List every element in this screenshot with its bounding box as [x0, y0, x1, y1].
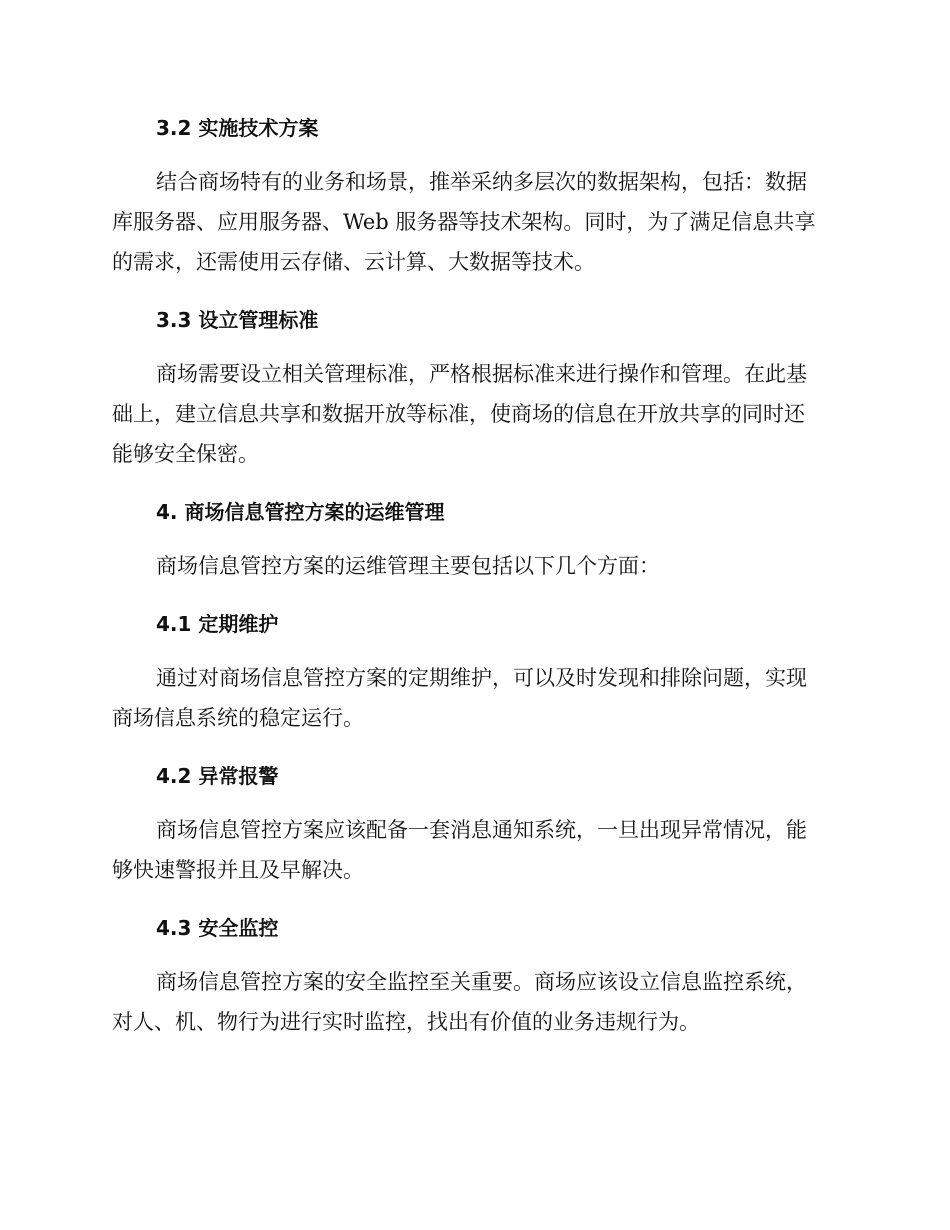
- section-heading-4: 4. 商场信息管控方案的运维管理: [156, 500, 445, 524]
- paragraph-line: 对人、机、物行为进行实时监控，找出有价值的业务违规行为。: [112, 1010, 700, 1034]
- paragraph-line: 的需求，还需使用云存储、云计算、大数据等技术。: [112, 250, 595, 274]
- section-heading-4-2: 4.2 异常报警: [156, 764, 279, 788]
- section-heading-4-1: 4.1 定期维护: [156, 612, 279, 636]
- paragraph-line: 商场信息管控方案应该配备一套消息通知系统，一旦出现异常情况，能: [156, 818, 807, 842]
- paragraph-line: 库服务器、应用服务器、Web 服务器等技术架构。同时，为了满足信息共享: [112, 210, 816, 234]
- paragraph-line: 商场需要设立相关管理标准，严格根据标准来进行操作和管理。在此基: [156, 362, 807, 386]
- section-heading-3-3: 3.3 设立管理标准: [156, 308, 319, 332]
- section-heading-3-2: 3.2 实施技术方案: [156, 116, 319, 140]
- paragraph-line: 通过对商场信息管控方案的定期维护，可以及时发现和排除问题，实现: [156, 666, 807, 690]
- document-body: [112, 110, 832, 1042]
- paragraph-line: 商场信息管控方案的运维管理主要包括以下几个方面：: [156, 554, 660, 578]
- section-paragraph-4: [112, 546, 832, 586]
- section-heading-4-3: 4.3 安全监控: [156, 916, 279, 940]
- paragraph-line: 结合商场特有的业务和场景，推举采纳多层次的数据架构，包括：数据: [156, 170, 807, 194]
- section-paragraph-3-3: [112, 354, 832, 474]
- section-paragraph-4-3: [112, 962, 832, 1042]
- paragraph-line: 商场信息系统的稳定运行。: [112, 706, 364, 730]
- paragraph-line: 够快速警报并且及早解决。: [112, 858, 364, 882]
- paragraph-line: 能够安全保密。: [112, 442, 259, 466]
- section-paragraph-4-1: [112, 658, 832, 738]
- paragraph-line: 础上，建立信息共享和数据开放等标准，使商场的信息在开放共享的同时还: [112, 402, 805, 426]
- section-paragraph-3-2: [112, 162, 832, 282]
- paragraph-line: 商场信息管控方案的安全监控至关重要。商场应该设立信息监控系统，: [156, 970, 807, 994]
- section-paragraph-4-2: [112, 810, 832, 890]
